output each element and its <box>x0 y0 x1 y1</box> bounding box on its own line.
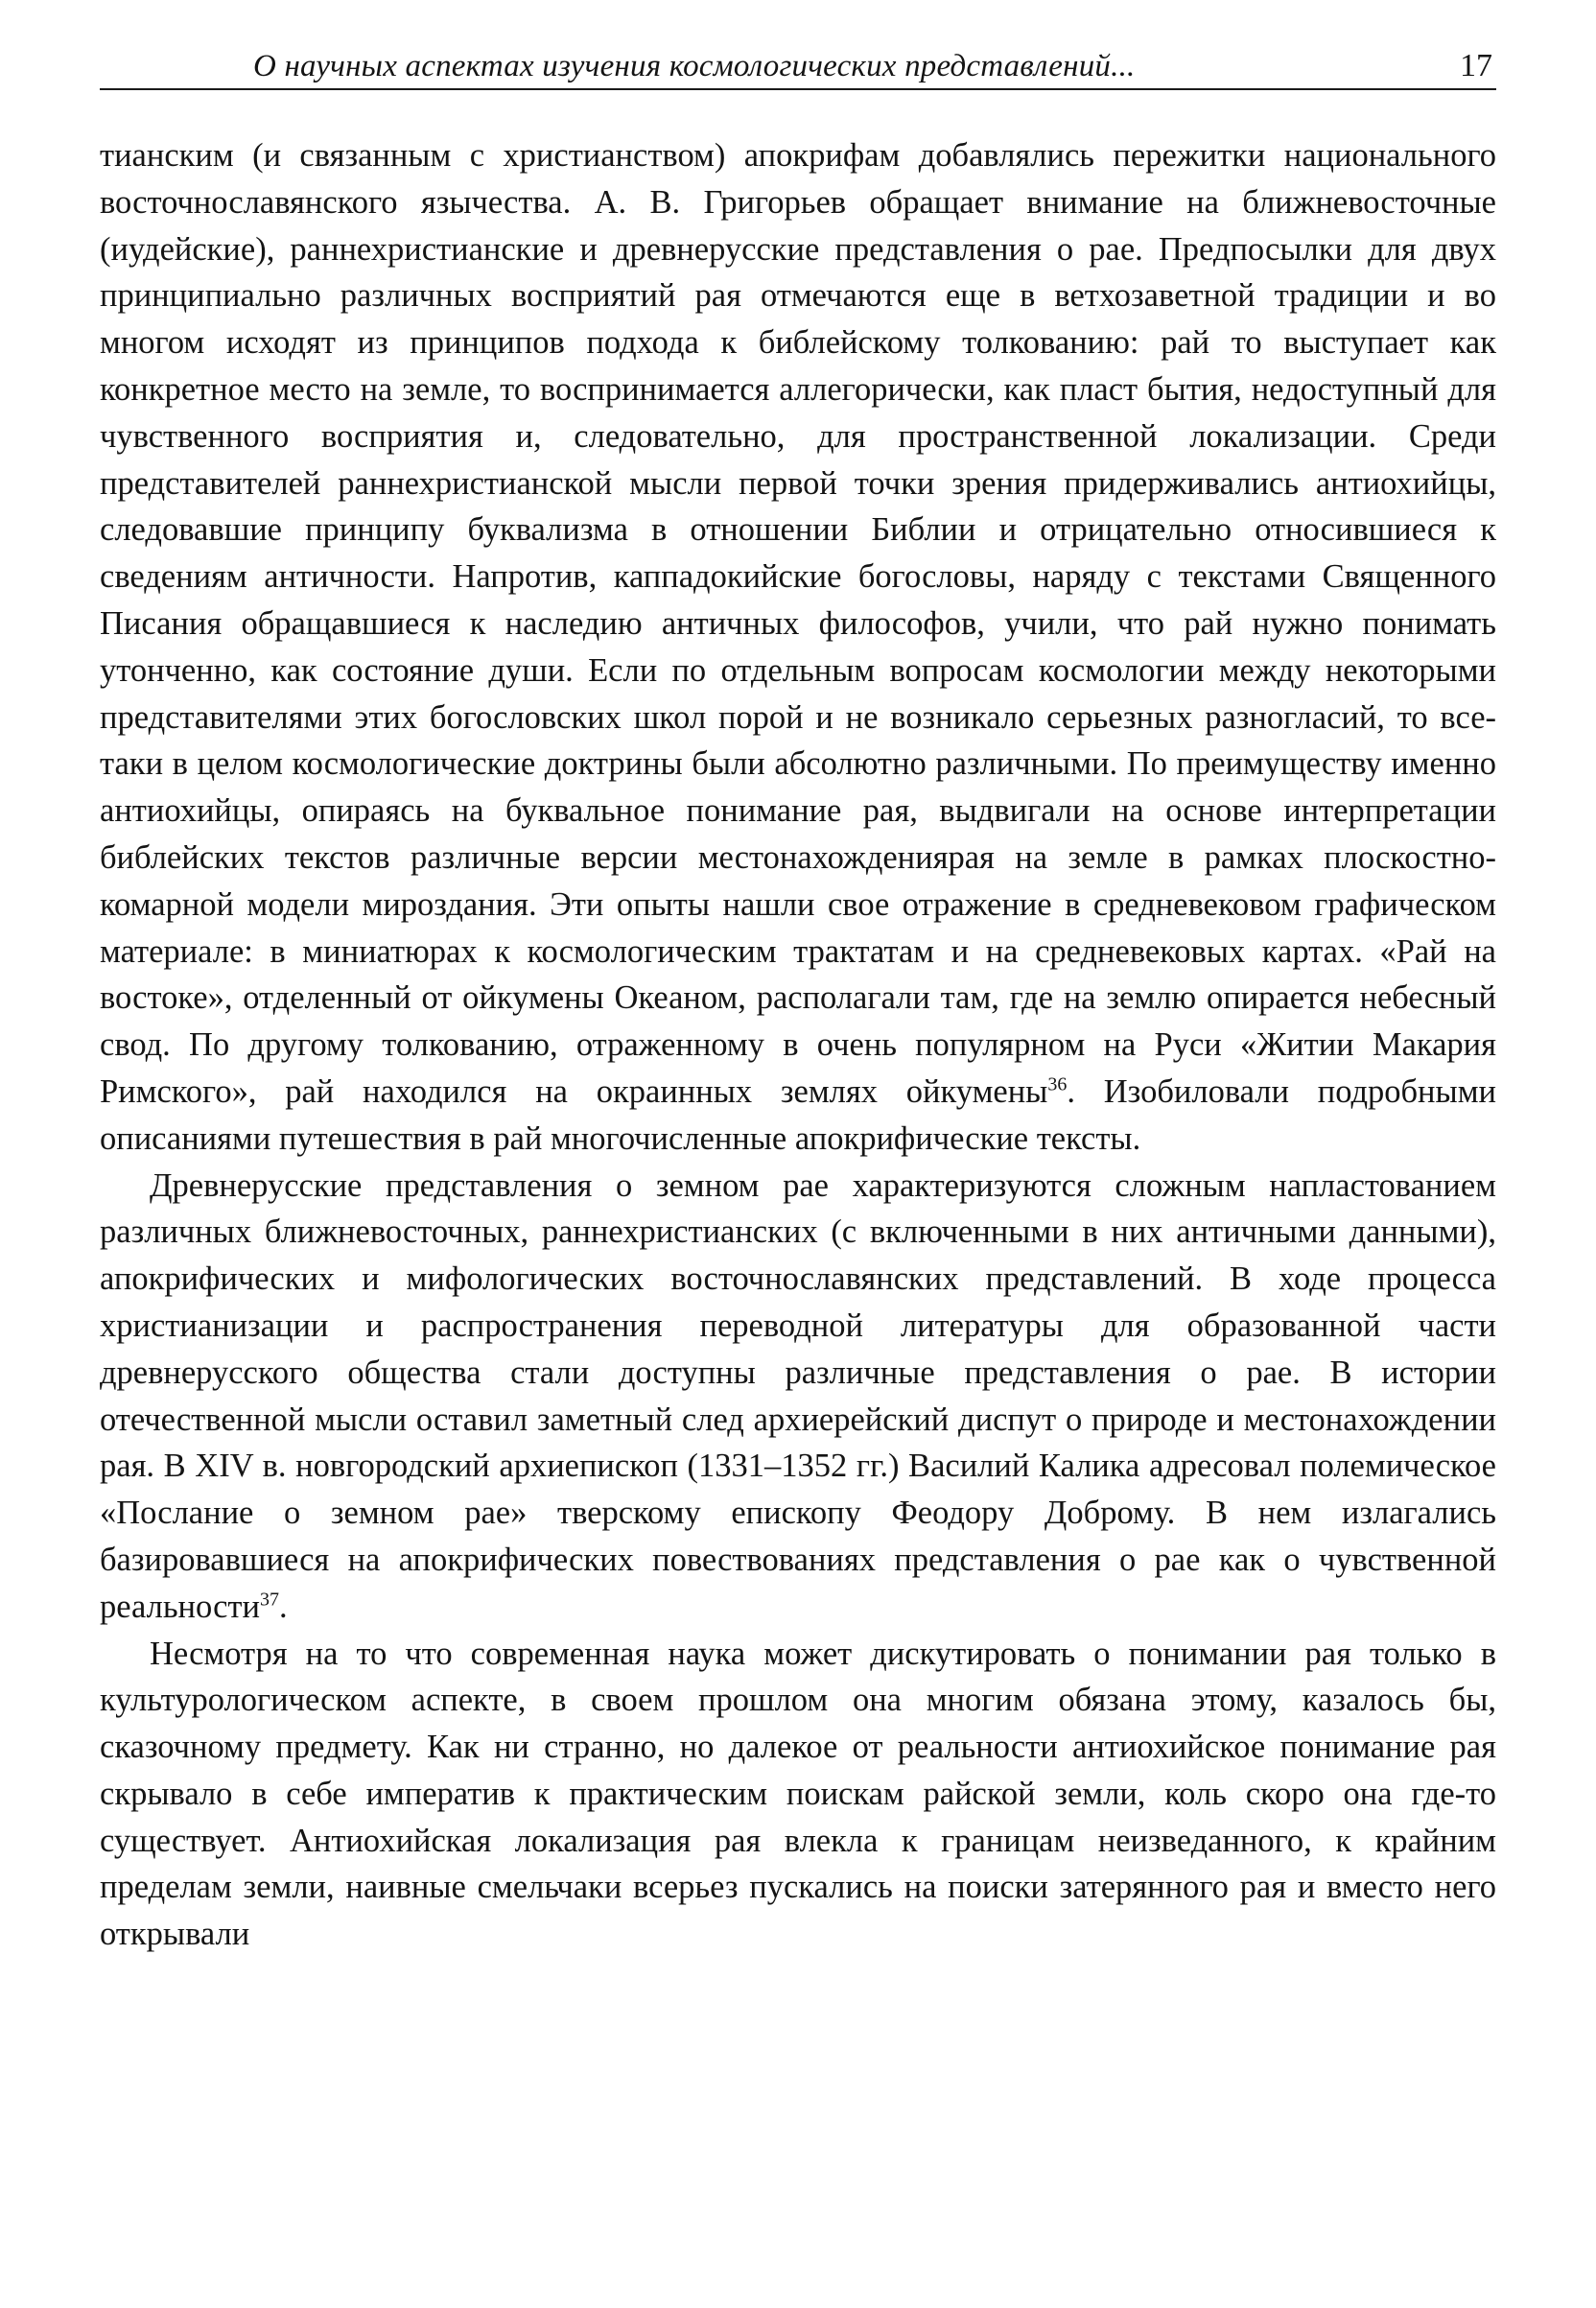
book-page <box>100 40 1496 1958</box>
paragraph-tail: . Изобиловали подробными описаниями путешествия в рай многочисленные апокрифические тексты. <box>100 1072 1496 1157</box>
running-header <box>100 40 1496 90</box>
footnote-ref-36: 36 <box>1047 1073 1068 1095</box>
footnote-ref-37: 37 <box>259 1589 279 1611</box>
paragraph-1 <box>100 132 1496 1163</box>
paragraph-2 <box>100 1163 1496 1631</box>
running-title: О научных аспектах изучения космологических представлений... <box>253 49 1136 83</box>
paragraph-text: Несмотря на то что современная наука может дискутировать о понимании рая только в культурологическом аспекте, в своем прошлом она многим обязана этому, казалось бы, сказочному предмету. Как ни странно, но далекое от реальности антиохийское понимание рая скрывало в себе императив к практическим поискам райской земли, коль скоро она где-то существует. Антиохийская локализация рая влекла к границам неизведанного, к крайним пределам земли, наивные смельчаки всерьез пускались на поиски затерянного рая и вместо него открывали <box>100 1635 1496 1953</box>
page-number: 17 <box>1460 48 1492 83</box>
paragraph-3 <box>100 1631 1496 1959</box>
body-text <box>100 132 1496 1958</box>
paragraph-text: Древнерусские представления о земном рае характеризуются сложным напластованием различных ближневосточных, раннехристианских (с включенными в них античными данными), апокрифических и мифологических восточнославянских представлений. В ходе процесса христианизации и распространения переводной литературы для образованной части древнерусского общества стали доступны различные представления о рае. В истории отечественной мысли оставил заметный след архиерейский диспут о природе и местонахождении рая. В XIV в. новгородский архиепископ (1331–1352 гг.) Василий Калика адресовал полемическое «Послание о земном рае» тверскому епископу Феодору Доброму. В нем излагались базировавшиеся на апокрифических повествованиях представления о рае как о чувственной реальности <box>100 1166 1496 1625</box>
paragraph-tail: . <box>278 1588 288 1625</box>
paragraph-text: тианским (и связанным с христианством) апокрифам добавлялись пережитки национального восточнославянского язычества. А. В. Григорьев обращает внимание на ближневосточные (иудейские), раннехристианские и древнерусские представления о рае. Предпосылки для двух принципиально различных восприятий рая отмечаются еще в ветхозаветной традиции и во многом исходят из принципов подхода к библейскому толкованию: рай то выступает как конкретное место на земле, то воспринимается аллегорически, как пласт бытия, недоступный для чувственного восприятия и, следовательно, для пространственной локализации. Среди представителей раннехристианской мысли первой точки зрения придерживались антиохийцы, следовавшие принципу буквализма в отношении Библии и отрицательно относившиеся к сведениям античности. Напротив, каппадокийские богословы, наряду с текстами Священного Писания обращавшиеся к наследию античных философов, учили, что рай нужно понимать утонченно, как состояние души. Если по отдельным вопросам космологии между некоторыми представителями этих богословских школ порой и не возникало серьезных разногласий, то все-таки в целом космологические доктрины были абсолютно различными. По преимуществу именно антиохийцы, опираясь на буквальное понимание рая, выдвигали на основе интерпретации библейских текстов различные версии местонахождениярая на земле в рамках плоскостно-комарной модели мироздания. Эти опыты нашли свое отражение в средневековом графическом материале: в миниатюрах к космологическим трактатам и на средневековых картах. «Рай на востоке», отделенный от ойкумены Океаном, располагали там, где на землю опирается небесный свод. По другому толкованию, отраженному в очень популярном на Руси «Житии Макария Римского», рай находился на окраинных землях ойкумены <box>100 137 1496 1110</box>
